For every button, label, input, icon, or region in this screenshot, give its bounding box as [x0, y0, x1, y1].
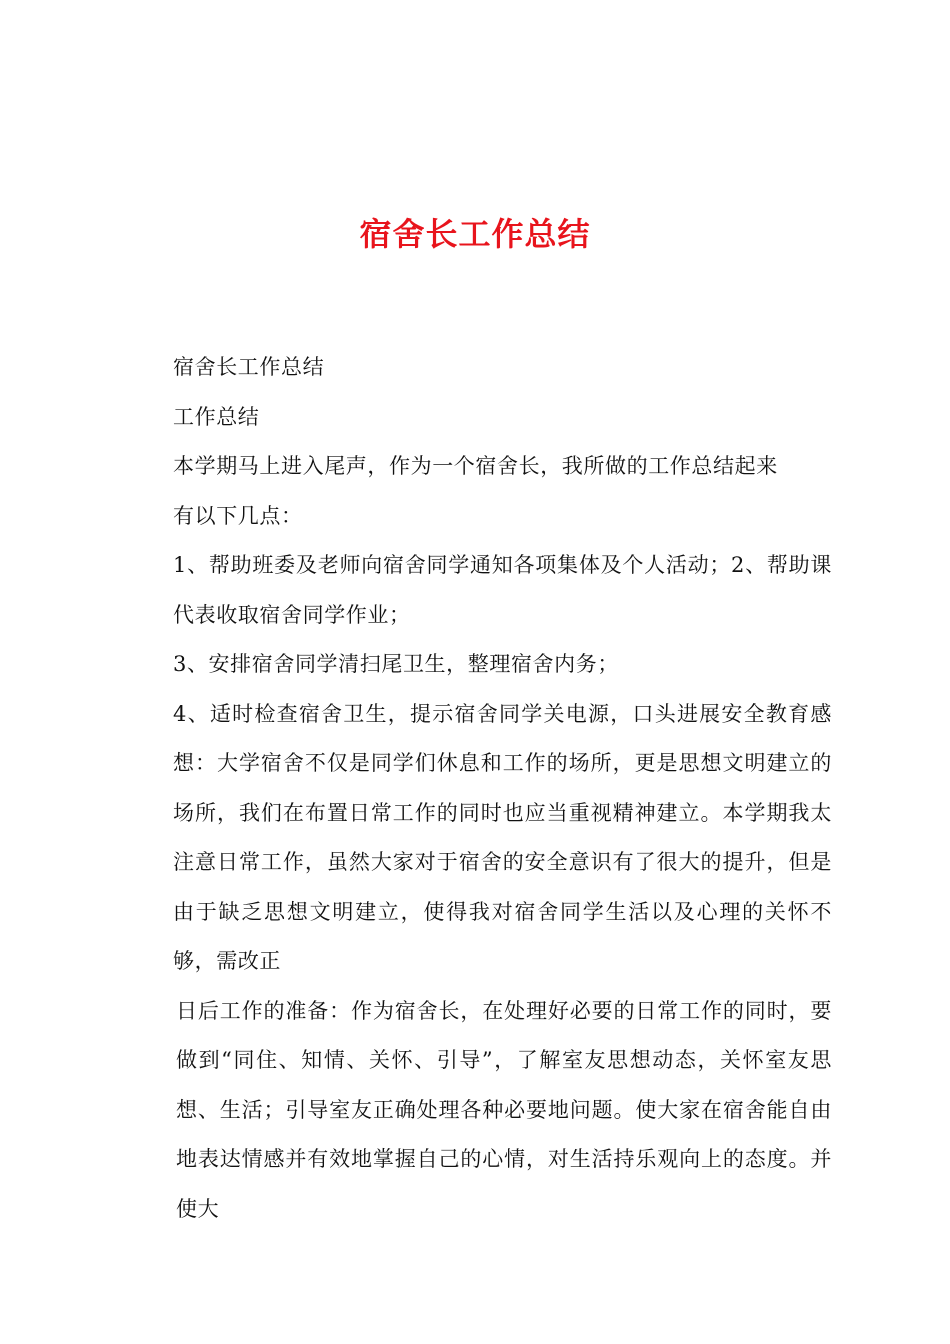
paragraph-future-plan: 日后工作的准备：作为宿舍长，在处理好必要的日常工作的同时，要做到“同住、知情、关怀、引导”，了解室友思想动态，关怀室友思想、生活；引导室友正确处理各种必要地问题。使大家在宿舍能自由地表达情感并有效地掌握自己的心情，对生活持乐观向上的态度。并使大 — [176, 998, 832, 1221]
paragraph-item-1-2: 1、帮助班委及老师向宿舍同学通知各项集体及个人活动；2、帮助课代表收取宿舍同学作业； — [173, 553, 832, 627]
paragraph-heading: 工作总结 — [173, 404, 260, 429]
document-title: 宿舍长工作总结 — [359, 215, 591, 253]
paragraph-intro: 本学期马上进入尾声，作为一个宿舍长，我所做的工作总结起来 — [173, 454, 778, 478]
paragraph-item-4: 4、适时检查宿舍卫生，提示宿舍同学关电源，口头进展安全教育感想：大学宿舍不仅是同学们休息和工作的场所，更是思想文明建立的场所，我们在布置日常工作的同时也应当重视精神建立。本学期我太注意日常工作，虽然大家对于宿舍的安全意识有了很大的提升，但是由于缺乏思想文明建立，使得我对宿舍同学生活以及心理的关怀不够，需改正 — [173, 701, 832, 973]
paragraph-item-3: 3、安排宿舍同学清扫尾卫生，整理宿舍内务； — [173, 652, 619, 676]
paragraph-intro-cont: 有以下几点： — [173, 503, 303, 528]
paragraph-subtitle: 宿舍长工作总结 — [173, 355, 325, 379]
document-body — [128, 343, 832, 1234]
